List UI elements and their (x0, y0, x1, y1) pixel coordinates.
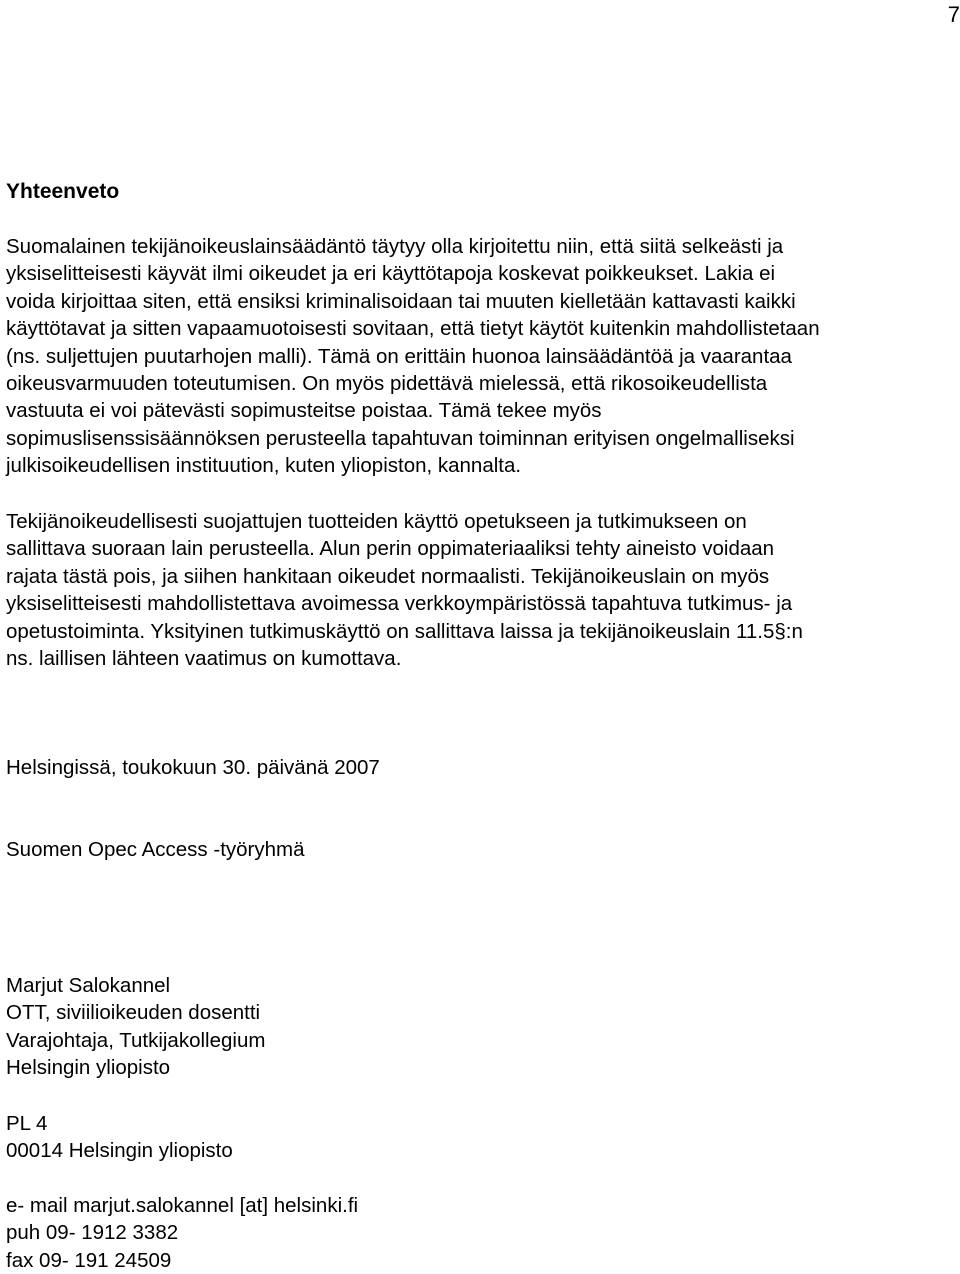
paragraph-line: vastuuta ei voi pätevästi sopimusteitse poistaa. Tämä tekee myös (6, 399, 602, 423)
paragraph-line: opetustoiminta. Yksityinen tutkimuskäyttö on sallittava laissa ja tekijänoikeuslain 11.5§:n (6, 619, 803, 643)
working-group-name: Suomen Opec Access -työryhmä (6, 838, 305, 861)
paragraph-line: voida kirjoittaa siten, että ensiksi kriminalisoidaan tai muuten kielletään kattavasti kaikki (6, 289, 796, 313)
paragraph-line: oikeusvarmuuden toteutumisen. On myös pidettävä mielessä, että rikosoikeudellista (6, 372, 768, 396)
address-block (6, 1110, 233, 1165)
section-heading: Yhteenveto (6, 180, 120, 203)
postal-address: 00014 Helsingin yliopisto (6, 1139, 233, 1163)
paragraph-line: ns. laillisen lähteen vaatimus on kumottava. (6, 647, 402, 671)
fax-line: fax 09- 191 24509 (6, 1248, 172, 1272)
paragraph-line: Suomalainen tekijänoikeuslainsäädäntö täytyy olla kirjoitettu niin, että siitä selkeästi ja (6, 235, 784, 258)
paragraph-line: yksiselitteisesti käyvät ilmi oikeudet ja eri käyttötapoja koskevat poikkeukset. Lakia ei (6, 262, 776, 286)
contact-title: OTT, siviilioikeuden dosentti (6, 1001, 261, 1025)
po-box: PL 4 (6, 1112, 48, 1135)
paragraph-line: (ns. suljettujen puutarhojen malli). Tämä on erittäin huonoa lainsäädäntöä ja vaarantaa (6, 344, 792, 368)
date-line: Helsingissä, toukokuun 30. päivänä 2007 (6, 756, 380, 779)
paragraph-line: sallittava suoraan lain perusteella. Alun perin oppimateriaaliksi tehty aineisto voidaan (6, 537, 775, 561)
summary-paragraph-2 (6, 508, 956, 672)
contact-block (6, 972, 265, 1082)
paragraph-line: sopimuslisenssisäännöksen perusteella tapahtuvan toiminnan erityisen ongelmalliseksi (6, 426, 795, 450)
communications-block (6, 1192, 358, 1274)
paragraph-line: Tekijänoikeudellisesti suojattujen tuotteiden käyttö opetukseen ja tutkimukseen on (6, 510, 747, 533)
contact-name: Marjut Salokannel (6, 974, 171, 997)
contact-role: Varajohtaja, Tutkijakollegium (6, 1028, 266, 1052)
paragraph-line: käyttötavat ja sitten vapaamuotoisesti sovitaan, että tietyt käytöt kuitenkin mahdollistetaan (6, 317, 820, 341)
phone-line: puh 09- 1912 3382 (6, 1221, 179, 1245)
paragraph-line: julkisoikeudellisen instituution, kuten yliopiston, kannalta. (6, 454, 522, 478)
paragraph-line: yksiselitteisesti mahdollistettava avoimessa verkkoympäristössä tapahtuva tutkimus- ja (6, 592, 793, 616)
email-line: e- mail marjut.salokannel [at] helsinki.fi (6, 1194, 359, 1217)
summary-paragraph-1 (6, 233, 956, 480)
paragraph-line: rajata tästä pois, ja siihen hankitaan oikeudet normaalisti. Tekijänoikeuslain on myös (6, 564, 770, 588)
page-number: 7 (947, 2, 960, 27)
contact-organization: Helsingin yliopisto (6, 1056, 171, 1080)
